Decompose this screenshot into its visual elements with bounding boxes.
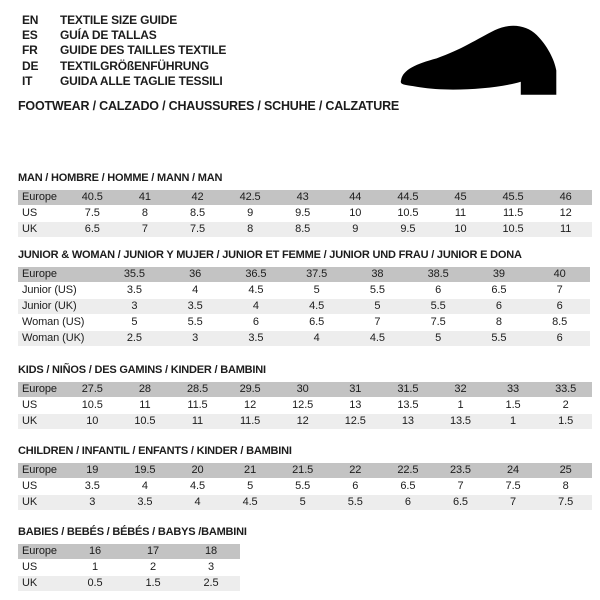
size-cell: 28 (138, 383, 151, 395)
size-cell: 8 (495, 316, 502, 328)
language-code: FR (22, 43, 38, 58)
language-code: IT (22, 74, 33, 89)
size-cell: 4 (194, 496, 201, 508)
table-row-us (18, 398, 592, 413)
size-table-kids (18, 364, 592, 430)
size-cell: 31 (349, 383, 362, 395)
size-cell: 5 (247, 480, 254, 492)
size-cell: 13 (401, 415, 414, 427)
size-cell: 41 (138, 191, 151, 203)
size-table-junior-woman (18, 249, 590, 347)
language-label: TEXTILE SIZE GUIDE (60, 12, 178, 27)
size-cell: 5 (299, 496, 306, 508)
size-cell: 12.5 (344, 415, 366, 427)
size-cell: 12 (559, 207, 572, 219)
size-cell: 3 (192, 332, 199, 344)
row-label: US (22, 207, 38, 219)
size-cell: 36.5 (245, 268, 267, 280)
size-cell: 45 (454, 191, 467, 203)
language-row-es (22, 27, 226, 42)
table-row-us (18, 479, 592, 494)
size-cell: 6.5 (400, 480, 416, 492)
size-cell: 7 (457, 480, 464, 492)
row-label: US (22, 399, 38, 411)
table-row-junior-us (18, 283, 590, 298)
size-cell: 36 (189, 268, 202, 280)
row-label: Junior (UK) (22, 300, 77, 312)
table-title: MAN / HOMBRE / HOMME / MANN / MAN (18, 172, 223, 184)
size-cell: 27.5 (81, 383, 103, 395)
table-row-europe (18, 267, 590, 282)
table-row-us (18, 206, 592, 221)
table-row-uk (18, 222, 592, 237)
size-cell: 5.5 (187, 316, 203, 328)
language-row-fr (22, 43, 226, 58)
size-cell: 29.5 (239, 383, 261, 395)
size-cell: 1.5 (145, 577, 161, 589)
size-cell: 9 (247, 207, 254, 219)
size-cell: 33 (507, 383, 520, 395)
size-cell: 21 (244, 464, 257, 476)
size-cell: 38 (371, 268, 384, 280)
size-cell: 8.5 (295, 223, 311, 235)
size-cell: 1 (510, 415, 517, 427)
size-cell: 4.5 (309, 300, 325, 312)
size-cell: 6.5 (309, 316, 325, 328)
size-cell: 5 (131, 316, 138, 328)
size-cell: 7 (374, 316, 381, 328)
size-cell: 7.5 (505, 480, 521, 492)
size-cell: 6.5 (84, 223, 100, 235)
row-label: Woman (US) (22, 316, 85, 328)
size-cell: 22 (349, 464, 362, 476)
size-cell: 5 (313, 284, 320, 296)
table-title: KIDS / NIÑOS / DES GAMINS / KINDER / BAMBINI (18, 364, 266, 376)
size-cell: 11.5 (187, 399, 208, 411)
size-cell: 8.5 (552, 316, 568, 328)
size-cell: 4 (192, 284, 199, 296)
size-cell: 17 (146, 545, 160, 557)
size-cell: 24 (507, 464, 520, 476)
size-cell: 6 (556, 300, 563, 312)
size-cell: 3.5 (137, 496, 153, 508)
size-cell: 6 (252, 316, 259, 328)
size-cell: 39 (492, 268, 505, 280)
size-cell: 7.5 (84, 207, 100, 219)
row-label: UK (22, 415, 38, 427)
size-cell: 6 (352, 480, 359, 492)
size-cell: 46 (559, 191, 572, 203)
size-cell: 2 (562, 399, 569, 411)
size-cell: 5.5 (491, 332, 507, 344)
size-cell: 44 (349, 191, 362, 203)
table-row-junior-uk (18, 299, 590, 314)
size-cell: 2.5 (126, 332, 142, 344)
size-cell: 11 (454, 207, 467, 219)
size-cell: 5.5 (369, 284, 385, 296)
size-cell: 3 (207, 561, 215, 573)
size-cell: 4 (141, 480, 148, 492)
language-code: ES (22, 28, 38, 43)
size-cell: 45.5 (502, 191, 524, 203)
size-cell: 32 (454, 383, 467, 395)
size-cell: 12 (296, 415, 309, 427)
size-cell: 40.5 (81, 191, 103, 203)
table-row-us (18, 560, 240, 575)
size-cell: 7.5 (558, 496, 574, 508)
size-cell: 13.5 (397, 399, 419, 411)
size-cell: 22.5 (397, 464, 419, 476)
table-row-uk (18, 576, 240, 591)
row-label: UK (22, 496, 38, 508)
size-cell: 4.5 (242, 496, 258, 508)
size-cell: 2 (149, 561, 157, 573)
size-cell: 5.5 (347, 496, 363, 508)
table-row-uk (18, 495, 592, 510)
size-cell: 1 (457, 399, 464, 411)
size-cell: 23.5 (449, 464, 471, 476)
size-cell: 12.5 (292, 399, 314, 411)
size-cell: 10 (349, 207, 362, 219)
size-cell: 43 (296, 191, 309, 203)
size-cell: 5.5 (295, 480, 311, 492)
table-title: BABIES / BEBÉS / BÉBÉS / BABYS /BAMBINI (18, 526, 247, 538)
size-cell: 10.5 (397, 207, 419, 219)
size-cell: 10.5 (134, 415, 156, 427)
size-table (18, 190, 592, 237)
size-cell: 38.5 (427, 268, 449, 280)
size-cell: 13 (349, 399, 362, 411)
size-cell: 1.5 (505, 399, 521, 411)
table-row-europe (18, 190, 592, 205)
size-cell: 6.5 (452, 496, 468, 508)
size-cell: 2.5 (203, 577, 219, 589)
language-code: EN (22, 12, 39, 27)
table-row-europe (18, 382, 592, 397)
size-cell: 35.5 (123, 268, 145, 280)
size-table-children (18, 445, 592, 511)
dress-shoe-icon (392, 20, 586, 106)
size-cell: 4.5 (369, 332, 385, 344)
size-cell: 6.5 (491, 284, 507, 296)
size-cell: 12 (244, 399, 257, 411)
size-cell: 30 (296, 383, 309, 395)
size-cell: 9.5 (400, 223, 416, 235)
table-row-uk (18, 414, 592, 429)
size-cell: 5.5 (430, 300, 446, 312)
size-cell: 8 (562, 480, 569, 492)
size-cell: 4.5 (189, 480, 205, 492)
table-title: CHILDREN / INFANTIL / ENFANTS / KINDER / BAMBINI (18, 445, 292, 457)
size-cell: 40 (553, 268, 566, 280)
language-code: DE (22, 58, 39, 73)
row-label: UK (22, 577, 38, 589)
size-cell: 19.5 (134, 464, 156, 476)
size-cell: 0.5 (87, 577, 103, 589)
size-cell: 7 (510, 496, 517, 508)
size-cell: 19 (86, 464, 99, 476)
size-cell: 5 (374, 300, 381, 312)
size-cell: 3.5 (187, 300, 203, 312)
table-row-europe (18, 463, 592, 478)
language-title-block (22, 12, 226, 89)
size-cell: 6 (556, 332, 563, 344)
size-cell: 7.5 (189, 223, 205, 235)
table-row-europe (18, 544, 240, 559)
row-label: Junior (US) (22, 284, 77, 296)
row-label: UK (22, 223, 38, 235)
size-cell: 10.5 (502, 223, 524, 235)
size-cell: 10 (454, 223, 467, 235)
size-cell: 6 (404, 496, 411, 508)
size-cell: 3.5 (84, 480, 100, 492)
size-cell: 11.5 (502, 207, 524, 219)
size-cell: 8.5 (189, 207, 205, 219)
size-cell: 11 (560, 223, 572, 235)
row-label: Europe (22, 268, 57, 280)
size-cell: 31.5 (397, 383, 419, 395)
size-cell: 8 (247, 223, 254, 235)
size-cell: 1 (91, 561, 99, 573)
size-cell: 3 (89, 496, 96, 508)
size-cell: 4 (313, 332, 320, 344)
row-label: US (22, 480, 38, 492)
size-cell: 18 (204, 545, 218, 557)
language-label: TEXTILGRÖßENFÜHRUNG (60, 58, 209, 73)
size-cell: 42 (191, 191, 204, 203)
language-label: GUIDA ALLE TAGLIE TESSILI (60, 74, 223, 89)
size-cell: 16 (88, 545, 102, 557)
size-cell: 6 (435, 284, 442, 296)
category-title: FOOTWEAR / CALZADO / CHAUSSURES / SCHUHE / CALZATURE (18, 99, 400, 113)
size-cell: 42.5 (239, 191, 261, 203)
size-cell: 7 (556, 284, 563, 296)
size-cell: 4 (252, 300, 259, 312)
size-table (18, 267, 590, 346)
row-label: Europe (22, 383, 57, 395)
table-row-woman-uk (18, 331, 590, 346)
row-label: Europe (22, 545, 57, 557)
size-cell: 9.5 (295, 207, 311, 219)
size-cell: 37.5 (306, 268, 328, 280)
language-row-en (22, 12, 226, 27)
size-cell: 4.5 (248, 284, 264, 296)
size-cell: 33.5 (555, 383, 577, 395)
language-label: GUÍA DE TALLAS (60, 28, 157, 43)
size-cell: 8 (141, 207, 148, 219)
row-label: Woman (UK) (22, 332, 85, 344)
table-row-woman-us (18, 315, 590, 330)
size-cell: 11 (191, 415, 204, 427)
size-cell: 11 (139, 399, 151, 411)
size-table (18, 463, 592, 510)
row-label: US (22, 561, 38, 573)
size-cell: 13.5 (449, 415, 471, 427)
size-cell: 1.5 (558, 415, 574, 427)
language-row-de (22, 58, 226, 73)
size-table (18, 382, 592, 429)
size-cell: 6 (495, 300, 502, 312)
size-cell: 3.5 (126, 284, 142, 296)
size-cell: 10 (86, 415, 99, 427)
size-table-man (18, 172, 592, 238)
size-cell: 10.5 (81, 399, 103, 411)
table-title: JUNIOR & WOMAN / JUNIOR Y MUJER / JUNIOR ET FEMME / JUNIOR UND FRAU / JUNIOR E DONA (18, 249, 522, 261)
language-label: GUIDE DES TAILLES TEXTILE (60, 43, 227, 58)
size-cell: 7 (141, 223, 148, 235)
size-table-babies (18, 526, 247, 592)
size-cell: 5 (435, 332, 442, 344)
row-label: Europe (22, 464, 57, 476)
size-cell: 3 (131, 300, 138, 312)
size-cell: 7.5 (430, 316, 446, 328)
size-cell: 25 (559, 464, 572, 476)
size-table (18, 544, 240, 591)
size-cell: 20 (191, 464, 204, 476)
size-cell: 21.5 (292, 464, 314, 476)
row-label: Europe (22, 191, 57, 203)
size-cell: 44.5 (397, 191, 419, 203)
size-cell: 28.5 (186, 383, 208, 395)
size-cell: 11.5 (239, 415, 261, 427)
size-cell: 9 (352, 223, 359, 235)
size-cell: 3.5 (248, 332, 264, 344)
language-row-it (22, 74, 226, 89)
